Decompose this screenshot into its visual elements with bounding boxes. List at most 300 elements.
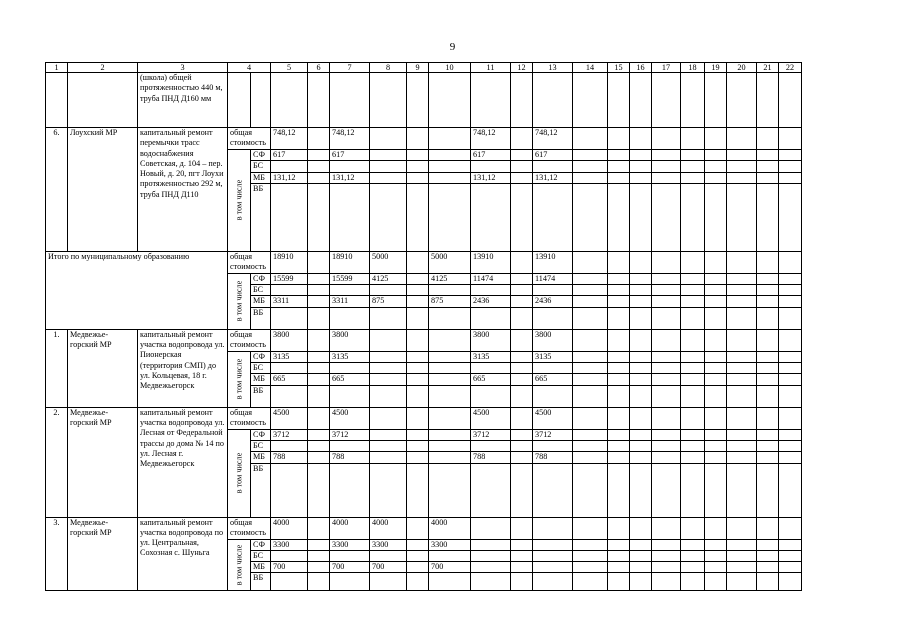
empty-cell [779, 463, 802, 517]
value-cell: 3135 [471, 351, 511, 362]
value-cell: 4125 [429, 273, 471, 284]
value-cell [370, 161, 407, 172]
empty-cell [705, 374, 727, 385]
value-cell: 131,12 [271, 172, 308, 183]
empty-cell [705, 517, 727, 539]
empty-cell [608, 172, 630, 183]
empty-cell [630, 273, 652, 284]
empty-cell [573, 385, 608, 407]
empty-cell [630, 251, 652, 273]
value-cell: 3712 [271, 429, 308, 440]
empty-cell [779, 273, 802, 284]
value-cell [511, 573, 533, 591]
empty-cell [727, 407, 757, 429]
value-cell [511, 150, 533, 161]
value-cell [271, 161, 308, 172]
empty-cell [608, 407, 630, 429]
total-cost-label: общая стоимость [228, 251, 271, 273]
empty-cell [630, 183, 652, 251]
empty-cell [705, 452, 727, 463]
empty-cell [681, 285, 705, 296]
funding-source-label: СФ [251, 351, 271, 362]
funding-source-label: МБ [251, 296, 271, 307]
value-cell [308, 128, 330, 150]
empty-cell [727, 517, 757, 539]
value-cell: 3800 [271, 329, 308, 351]
empty-cell [630, 573, 652, 591]
empty-cell [573, 73, 608, 128]
empty-cell [608, 73, 630, 128]
funding-source-label: СФ [251, 273, 271, 284]
empty-cell [652, 307, 681, 329]
value-cell: 131,12 [533, 172, 573, 183]
empty-cell [757, 463, 779, 517]
value-cell [308, 463, 330, 517]
empty-cell [573, 296, 608, 307]
value-cell [407, 363, 429, 374]
funding-source-label: СФ [251, 539, 271, 550]
empty-cell [705, 251, 727, 273]
empty-cell [652, 452, 681, 463]
funding-source-label: ВБ [251, 183, 271, 251]
municipality: Лоухский МР [68, 128, 138, 252]
empty-cell [608, 573, 630, 591]
value-cell [511, 183, 533, 251]
empty-cell [705, 440, 727, 451]
value-cell: 3712 [533, 429, 573, 440]
value-cell [511, 161, 533, 172]
value-cell [511, 73, 533, 128]
empty-cell [705, 128, 727, 150]
empty-cell [705, 363, 727, 374]
empty-cell [705, 73, 727, 128]
value-cell [308, 517, 330, 539]
empty-cell [727, 463, 757, 517]
value-cell [308, 539, 330, 550]
value-cell [370, 285, 407, 296]
empty-cell [652, 161, 681, 172]
value-cell [370, 363, 407, 374]
value-cell [330, 183, 370, 251]
empty-cell [727, 573, 757, 591]
value-cell [271, 463, 308, 517]
value-cell: 748,12 [330, 128, 370, 150]
value-cell [471, 385, 511, 407]
empty-cell [727, 351, 757, 362]
funding-source-label: БС [251, 440, 271, 451]
value-cell [308, 363, 330, 374]
empty-cell [757, 573, 779, 591]
value-cell: 665 [330, 374, 370, 385]
value-cell: 3300 [271, 539, 308, 550]
empty-cell [757, 351, 779, 362]
value-cell: 4000 [271, 517, 308, 539]
value-cell [429, 307, 471, 329]
column-number: 10 [429, 63, 471, 73]
value-cell [370, 73, 407, 128]
value-cell [271, 550, 308, 561]
value-cell [533, 539, 573, 550]
empty-cell [608, 463, 630, 517]
value-cell: 11474 [471, 273, 511, 284]
value-cell: 3135 [533, 351, 573, 362]
value-cell: 788 [330, 452, 370, 463]
empty-cell [573, 329, 608, 351]
value-cell: 4000 [330, 517, 370, 539]
value-cell [308, 73, 330, 128]
value-cell: 788 [271, 452, 308, 463]
column-number: 3 [138, 63, 228, 73]
value-cell: 3800 [330, 329, 370, 351]
empty-cell [608, 440, 630, 451]
value-cell [407, 161, 429, 172]
empty-cell [608, 273, 630, 284]
value-cell [471, 183, 511, 251]
empty-cell [681, 463, 705, 517]
empty-cell [630, 351, 652, 362]
empty-cell [630, 172, 652, 183]
empty-cell [573, 285, 608, 296]
empty-cell [573, 363, 608, 374]
empty-cell [757, 440, 779, 451]
value-cell [511, 452, 533, 463]
value-cell [308, 374, 330, 385]
empty-cell [608, 161, 630, 172]
value-cell [407, 539, 429, 550]
value-cell [533, 550, 573, 561]
empty-cell [608, 296, 630, 307]
empty-cell [779, 562, 802, 573]
value-cell [407, 385, 429, 407]
value-cell [471, 573, 511, 591]
empty-cell [727, 562, 757, 573]
value-cell [471, 285, 511, 296]
empty-cell [727, 429, 757, 440]
row-number-cell [46, 73, 68, 128]
empty-cell [573, 183, 608, 251]
empty-cell [630, 374, 652, 385]
value-cell [533, 73, 573, 128]
value-cell [370, 407, 407, 429]
empty-cell [681, 517, 705, 539]
empty-cell [652, 73, 681, 128]
empty-cell [779, 161, 802, 172]
in-that-number-cell [228, 273, 251, 329]
value-cell [330, 161, 370, 172]
empty-cell [608, 150, 630, 161]
empty-cell [652, 562, 681, 573]
value-cell [471, 562, 511, 573]
empty-cell [727, 73, 757, 128]
empty-cell [652, 273, 681, 284]
total-cost-label: общая стоимость [228, 128, 271, 150]
empty-cell [681, 307, 705, 329]
empty-cell [705, 307, 727, 329]
empty-cell [757, 550, 779, 561]
value-cell [407, 73, 429, 128]
value-cell [330, 573, 370, 591]
value-cell: 617 [330, 150, 370, 161]
empty-cell [681, 429, 705, 440]
value-cell [407, 351, 429, 362]
value-cell [370, 374, 407, 385]
description: капитальный ремонт участка водопровода по ул. Центральная, Сохозная с. Шуньга [138, 517, 228, 591]
value-cell [407, 429, 429, 440]
empty-cell [757, 329, 779, 351]
value-cell [511, 296, 533, 307]
value-cell [533, 517, 573, 539]
value-cell [471, 363, 511, 374]
empty-cell [630, 550, 652, 561]
funding-source-label: БС [251, 363, 271, 374]
value-cell: 4000 [370, 517, 407, 539]
empty-cell [608, 285, 630, 296]
empty-cell [705, 562, 727, 573]
value-cell [533, 307, 573, 329]
value-cell [429, 463, 471, 517]
column-number: 16 [630, 63, 652, 73]
in-that-number-cell [228, 150, 251, 252]
empty-cell [630, 285, 652, 296]
value-cell: 13910 [533, 251, 573, 273]
value-cell [429, 452, 471, 463]
value-cell: 4500 [471, 407, 511, 429]
value-cell [471, 73, 511, 128]
empty-cell [727, 329, 757, 351]
value-cell [330, 285, 370, 296]
value-cell: 3135 [271, 351, 308, 362]
empty-cell [757, 150, 779, 161]
empty-cell [608, 517, 630, 539]
value-cell [330, 385, 370, 407]
empty-cell [681, 539, 705, 550]
empty-cell [779, 150, 802, 161]
value-cell [429, 285, 471, 296]
value-cell [407, 562, 429, 573]
funding-source-label: БС [251, 550, 271, 561]
empty-cell [608, 562, 630, 573]
value-cell [370, 385, 407, 407]
empty-cell [630, 452, 652, 463]
column-number: 17 [652, 63, 681, 73]
value-cell [407, 285, 429, 296]
value-cell [271, 440, 308, 451]
value-cell [370, 150, 407, 161]
empty-cell [652, 329, 681, 351]
empty-cell [573, 463, 608, 517]
column-number: 8 [370, 63, 407, 73]
empty-cell [573, 440, 608, 451]
value-cell: 4125 [370, 273, 407, 284]
value-cell [407, 374, 429, 385]
empty-cell [681, 273, 705, 284]
in-that-number-label: в том числе [234, 180, 244, 221]
empty-cell [779, 429, 802, 440]
funding-source-label: БС [251, 161, 271, 172]
in-that-number-label: в том числе [234, 452, 244, 494]
column-number: 14 [573, 63, 608, 73]
empty-cell [573, 251, 608, 273]
column-number: 20 [727, 63, 757, 73]
column-number: 22 [779, 63, 802, 73]
empty-cell [630, 150, 652, 161]
value-cell: 3300 [330, 539, 370, 550]
value-cell [511, 562, 533, 573]
empty-cell [573, 429, 608, 440]
empty-cell [608, 251, 630, 273]
empty-cell [681, 351, 705, 362]
empty-cell [652, 385, 681, 407]
value-cell [533, 562, 573, 573]
carry-over-row [46, 73, 802, 128]
value-cell [370, 329, 407, 351]
value-cell [471, 307, 511, 329]
empty-cell [705, 351, 727, 362]
value-cell: 748,12 [533, 128, 573, 150]
value-cell [511, 285, 533, 296]
funding-source-label: СФ [251, 429, 271, 440]
empty-cell [727, 539, 757, 550]
empty-cell [608, 329, 630, 351]
empty-cell [681, 407, 705, 429]
value-cell [429, 128, 471, 150]
value-cell: 700 [429, 562, 471, 573]
row-number: 3. [46, 517, 68, 591]
funding-source-label: ВБ [251, 385, 271, 407]
empty-cell [608, 429, 630, 440]
value-cell [511, 550, 533, 561]
value-cell: 665 [471, 374, 511, 385]
empty-cell [757, 452, 779, 463]
value-cell [308, 550, 330, 561]
empty-cell [652, 351, 681, 362]
column-number: 11 [471, 63, 511, 73]
description-cell: (школа) общей протяженностью 440 м, труба ПНД Д160 мм [138, 73, 228, 128]
value-cell [330, 463, 370, 517]
description: капитальный ремонт перемычки трасс водоснабжения Советская, д. 104 – пер. Новый, д. 20, пгт Лоухи протяженностью 292 м, труба ПНД Д110 [138, 128, 228, 252]
empty-cell [757, 307, 779, 329]
empty-cell [757, 73, 779, 128]
funding-source-label: СФ [251, 150, 271, 161]
value-cell [370, 440, 407, 451]
empty-cell [573, 562, 608, 573]
subtotal-label: Итого по муниципальному образованию [46, 251, 228, 329]
column-number: 12 [511, 63, 533, 73]
empty-cell [573, 161, 608, 172]
empty-cell [630, 307, 652, 329]
value-cell: 3712 [471, 429, 511, 440]
total-cost-label: общая стоимость [228, 407, 271, 429]
empty-cell [727, 550, 757, 561]
empty-cell [757, 517, 779, 539]
value-cell [533, 183, 573, 251]
value-cell [330, 307, 370, 329]
row-number: 2. [46, 407, 68, 517]
value-cell [330, 363, 370, 374]
value-cell: 700 [330, 562, 370, 573]
value-cell [471, 550, 511, 561]
value-cell [308, 251, 330, 273]
value-cell [471, 539, 511, 550]
empty-cell [779, 329, 802, 351]
value-cell: 15599 [330, 273, 370, 284]
value-cell [429, 363, 471, 374]
empty-cell [608, 128, 630, 150]
value-cell [407, 440, 429, 451]
column-number: 13 [533, 63, 573, 73]
value-cell [308, 440, 330, 451]
value-cell: 5000 [370, 251, 407, 273]
value-cell: 4000 [429, 517, 471, 539]
value-cell: 788 [533, 452, 573, 463]
entry-row-total [46, 128, 802, 150]
empty-cell [727, 150, 757, 161]
empty-cell [573, 307, 608, 329]
value-cell [511, 463, 533, 517]
value-cell [511, 307, 533, 329]
empty-cell [779, 385, 802, 407]
value-cell [330, 550, 370, 561]
in-that-number-label: в том числе [234, 359, 244, 400]
empty-cell [652, 539, 681, 550]
empty-cell [757, 374, 779, 385]
funding-source-label: ВБ [251, 463, 271, 517]
column-number: 6 [308, 63, 330, 73]
value-cell [308, 452, 330, 463]
value-cell [511, 273, 533, 284]
empty-cell [630, 517, 652, 539]
value-cell: 3300 [429, 539, 471, 550]
empty-cell [630, 296, 652, 307]
empty-cell [727, 374, 757, 385]
empty-cell [652, 172, 681, 183]
value-cell: 617 [471, 150, 511, 161]
empty-cell [757, 251, 779, 273]
value-cell [370, 351, 407, 362]
empty-cell [727, 172, 757, 183]
value-cell [308, 296, 330, 307]
value-cell [533, 440, 573, 451]
empty-cell [727, 251, 757, 273]
value-cell [429, 407, 471, 429]
value-cell [429, 172, 471, 183]
value-cell [511, 329, 533, 351]
value-cell: 4500 [533, 407, 573, 429]
empty-cell [757, 407, 779, 429]
value-cell [308, 329, 330, 351]
empty-cell [681, 562, 705, 573]
value-cell [308, 407, 330, 429]
value-cell [308, 183, 330, 251]
empty-cell [652, 128, 681, 150]
value-cell [308, 351, 330, 362]
value-cell: 3800 [533, 329, 573, 351]
subtotal-row-total [46, 251, 802, 273]
empty-cell [573, 539, 608, 550]
total-cost-label: общая стоимость [228, 329, 271, 351]
funding-source-label: МБ [251, 562, 271, 573]
page-number: 9 [449, 41, 456, 53]
empty-cell [652, 183, 681, 251]
value-cell: 131,12 [471, 172, 511, 183]
empty-cell [779, 351, 802, 362]
empty-cell [757, 385, 779, 407]
column-number: 15 [608, 63, 630, 73]
value-cell [533, 463, 573, 517]
value-cell [471, 463, 511, 517]
column-number: 18 [681, 63, 705, 73]
empty-cell [727, 385, 757, 407]
